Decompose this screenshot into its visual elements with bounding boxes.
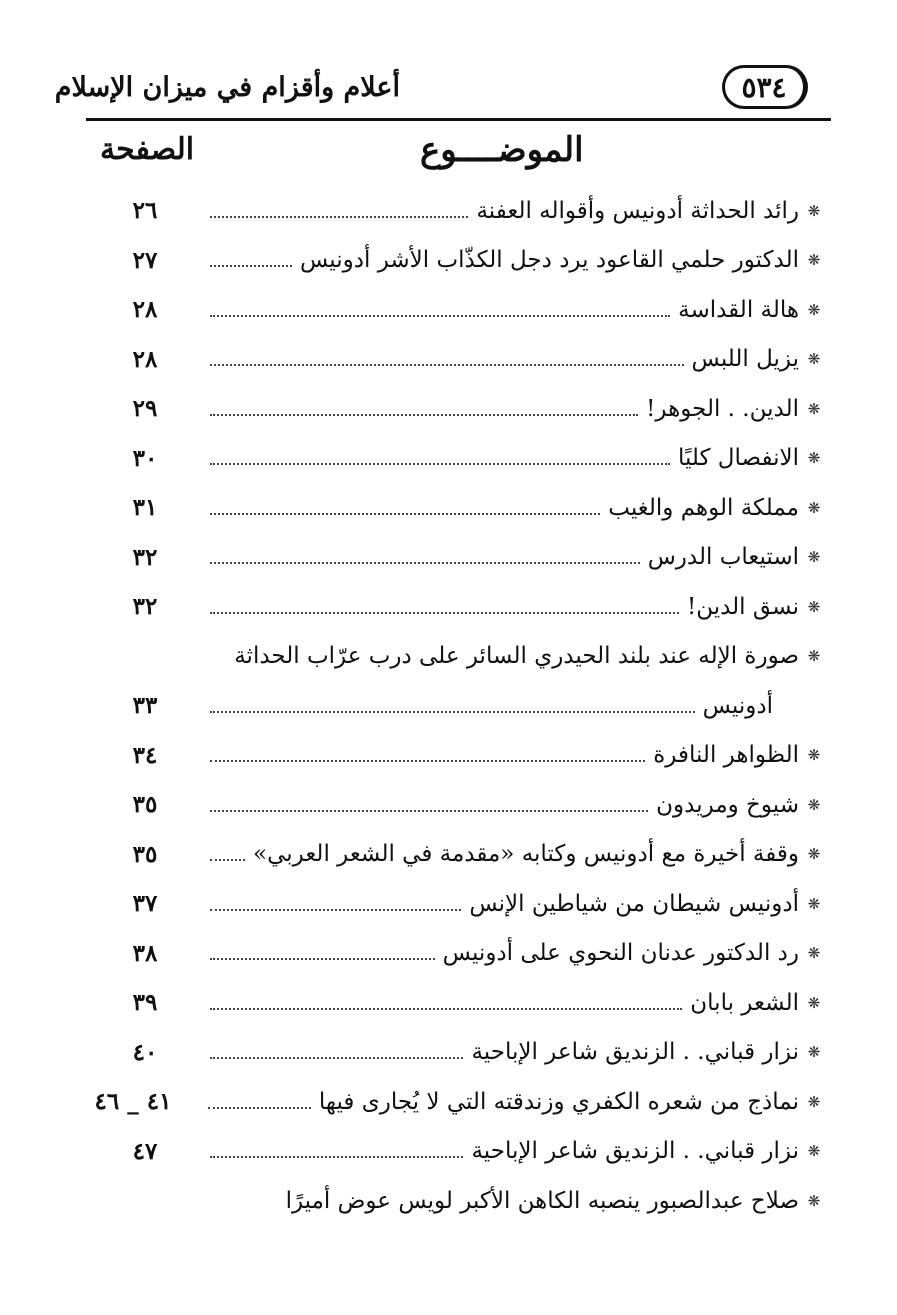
toc-entry-title: وقفة أخيرة مع أدونيس وكتابه «مقدمة في الشعر العربي» bbox=[253, 841, 799, 868]
toc-entry bbox=[100, 780, 825, 830]
bullet-icon: ❋ bbox=[807, 647, 821, 666]
dot-leader bbox=[210, 859, 245, 861]
toc-entry-title: الدكتور حلمي القاعود يرد دجل الكذّاب الأشر أدونيس bbox=[299, 247, 799, 274]
toc-entry-title: رد الدكتور عدنان النحوي على أدونيس bbox=[442, 940, 799, 967]
toc-entry bbox=[100, 434, 825, 484]
toc-entry bbox=[100, 978, 825, 1028]
toc-entry-page: ٢٧ bbox=[132, 246, 158, 274]
bullet-icon: ❋ bbox=[807, 1092, 821, 1111]
bullet-icon: ❋ bbox=[807, 746, 821, 765]
toc-entry-page: ٢٨ bbox=[132, 345, 158, 373]
toc-entry bbox=[100, 533, 825, 583]
dot-leader bbox=[210, 1156, 463, 1158]
toc-entry-page: ٣٥ bbox=[132, 791, 158, 819]
toc-entry-title: مملكة الوهم والغيب bbox=[608, 494, 799, 521]
dot-leader bbox=[210, 513, 600, 515]
dot-leader bbox=[210, 414, 638, 416]
toc-entry-title: الانفصال كليًا bbox=[677, 445, 799, 472]
dot-leader bbox=[210, 711, 695, 713]
toc-entry-page: ٤٧ bbox=[132, 1137, 158, 1165]
toc-entry bbox=[100, 830, 825, 880]
toc-entry-page: ٣٣ bbox=[132, 692, 158, 720]
bullet-icon: ❋ bbox=[807, 597, 821, 616]
bullet-icon: ❋ bbox=[807, 201, 821, 220]
dot-leader bbox=[210, 810, 648, 812]
header-rule bbox=[86, 118, 831, 121]
toc-entry bbox=[100, 929, 825, 979]
page-number: ٥٣٤ bbox=[741, 70, 787, 104]
column-heading-page: الصفحة bbox=[100, 132, 195, 167]
toc-entry bbox=[100, 384, 825, 434]
running-title: أعلام وأقزام في ميزان الإسلام bbox=[54, 72, 400, 103]
toc-entry bbox=[100, 335, 825, 385]
toc-entry-title: استيعاب الدرس bbox=[647, 544, 799, 571]
toc-entry-page: ٣٤ bbox=[132, 741, 158, 769]
toc-entry-title: صلاح عبدالصبور ينصبه الكاهن الأكبر لويس عوض أميرًا bbox=[285, 1187, 799, 1214]
bullet-icon: ❋ bbox=[807, 795, 821, 814]
toc-entry-page: ٢٦ bbox=[132, 197, 158, 225]
toc-entry-page: ٣٥ bbox=[132, 840, 158, 868]
column-heading-topic: الموضــــوع bbox=[420, 130, 584, 170]
bullet-icon: ❋ bbox=[807, 845, 821, 864]
bullet-icon: ❋ bbox=[807, 449, 821, 468]
toc-entry-page: ٢٩ bbox=[132, 395, 158, 423]
bullet-icon: ❋ bbox=[807, 1043, 821, 1062]
dot-leader bbox=[210, 364, 684, 366]
toc-entry-title: الشعر بابان bbox=[690, 989, 799, 1016]
toc-entry-continuation bbox=[100, 681, 825, 731]
bullet-icon: ❋ bbox=[807, 944, 821, 963]
toc-entry-title: هالة القداسة bbox=[678, 296, 799, 323]
toc-entry-page: ٣٢ bbox=[132, 593, 158, 621]
toc-entry-title: نزار قباني. . الزنديق شاعر الإباحية bbox=[471, 1138, 799, 1165]
dot-leader bbox=[210, 909, 461, 911]
bullet-icon: ❋ bbox=[807, 300, 821, 319]
bullet-icon: ❋ bbox=[807, 894, 821, 913]
bullet-icon: ❋ bbox=[807, 993, 821, 1012]
toc-entry-page: ٣٩ bbox=[132, 989, 158, 1017]
dot-leader bbox=[210, 216, 468, 218]
table-of-contents bbox=[94, 186, 825, 1226]
toc-entry-title: الظواهر النافرة bbox=[653, 742, 799, 769]
toc-entry bbox=[100, 632, 825, 682]
bullet-icon: ❋ bbox=[807, 1191, 821, 1210]
toc-entry-title: صورة الإله عند بلند الحيدري السائر على درب عرّاب الحداثة bbox=[234, 643, 799, 670]
toc-entry bbox=[100, 582, 825, 632]
toc-entry-page: ٣٧ bbox=[132, 890, 158, 918]
toc-entry-page: ٣١ bbox=[132, 494, 158, 522]
dot-leader bbox=[210, 265, 292, 267]
toc-entry bbox=[100, 236, 825, 286]
dot-leader bbox=[210, 463, 670, 465]
toc-entry-title: الدين. . الجوهر! bbox=[646, 395, 799, 422]
dot-leader bbox=[210, 760, 645, 762]
toc-entry bbox=[100, 879, 825, 929]
bullet-icon: ❋ bbox=[807, 548, 821, 567]
toc-entry-page: ٢٨ bbox=[132, 296, 158, 324]
toc-entry-page: ٤١ _ ٤٦ bbox=[94, 1088, 172, 1116]
toc-entry bbox=[100, 186, 825, 236]
dot-leader bbox=[210, 958, 435, 960]
toc-entry-title: نماذج من شعره الكفري وزندقته التي لا يُجارى فيها bbox=[318, 1088, 799, 1115]
dot-leader bbox=[210, 562, 640, 564]
toc-entry-title: أدونيس bbox=[702, 692, 773, 719]
toc-entry-title: نزار قباني. . الزنديق شاعر الإباحية bbox=[471, 1039, 799, 1066]
toc-entry-page: ٣٠ bbox=[132, 444, 158, 472]
toc-entry bbox=[100, 1127, 825, 1177]
dot-leader bbox=[210, 1057, 463, 1059]
bullet-icon: ❋ bbox=[807, 350, 821, 369]
dot-leader bbox=[210, 612, 679, 614]
toc-entry-title: نسق الدين! bbox=[686, 593, 799, 620]
toc-entry-title: رائد الحداثة أدونيس وأقواله العفنة bbox=[476, 197, 799, 224]
toc-entry-title: شيوخ ومريدون bbox=[656, 791, 799, 818]
toc-entry-page: ٣٢ bbox=[132, 543, 158, 571]
toc-entry-page: ٤٠ bbox=[132, 1038, 158, 1066]
dot-leader bbox=[210, 1008, 682, 1010]
toc-entry bbox=[100, 285, 825, 335]
bullet-icon: ❋ bbox=[807, 498, 821, 517]
bullet-icon: ❋ bbox=[807, 1142, 821, 1161]
bullet-icon: ❋ bbox=[807, 399, 821, 418]
toc-entry bbox=[94, 1077, 825, 1127]
toc-entry bbox=[100, 483, 825, 533]
bullet-icon: ❋ bbox=[807, 251, 821, 270]
dot-leader bbox=[210, 315, 670, 317]
page-number-badge bbox=[722, 65, 808, 109]
toc-entry-page: ٣٨ bbox=[132, 939, 158, 967]
toc-entry-title: أدونيس شيطان من شياطين الإنس bbox=[469, 890, 799, 917]
toc-entry bbox=[100, 1176, 825, 1226]
toc-entry bbox=[100, 1028, 825, 1078]
dot-leader bbox=[208, 1107, 311, 1109]
toc-entry-title: يزيل اللبس bbox=[691, 346, 799, 373]
toc-entry bbox=[100, 731, 825, 781]
